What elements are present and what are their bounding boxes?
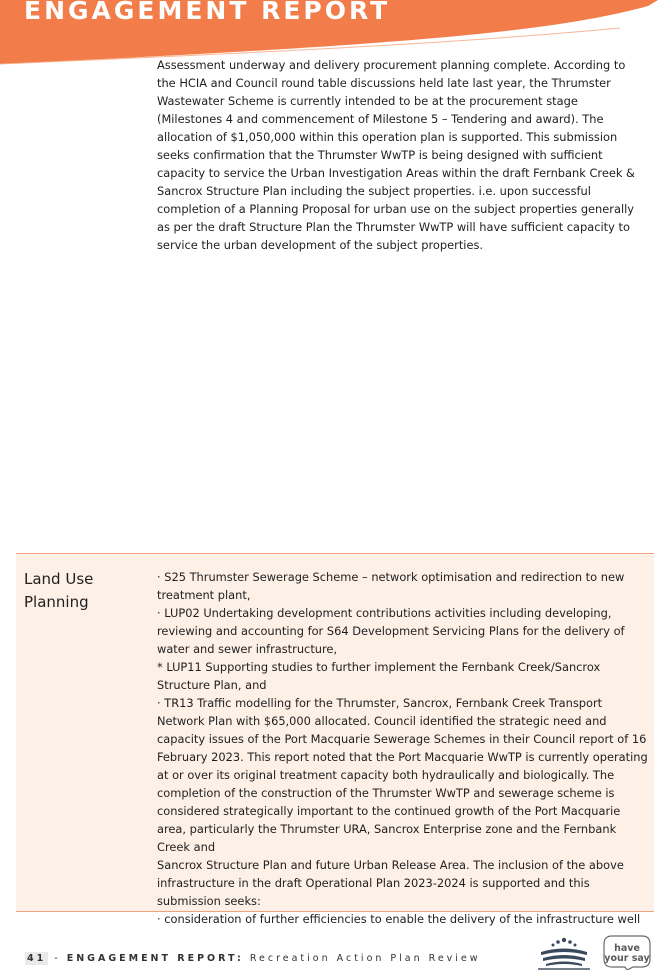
page-number: 41: [27, 953, 47, 964]
section-bottom-divider: [16, 911, 654, 912]
port-macquarie-council-logo-icon: [532, 935, 596, 970]
have-your-say-logo: [603, 935, 651, 970]
planning-line: · consideration of further efficiencies to enable the delivery of the infrastructure well: [157, 912, 641, 926]
planning-line: · LUP02 Undertaking development contributions activities including developing, reviewing and accounting for S64 Development Servicing Plans for the delivery of water and sewer infrastructure,: [157, 606, 625, 656]
planning-line: · S25 Thrumster Sewerage Scheme – network optimisation and redirection to new treatment plant,: [157, 570, 625, 602]
continuation-paragraph: Assessment underway and delivery procurement planning complete. According to the HCIA and Council round table discussions held late last year, the Thrumster Wastewater Scheme is currently intended to be at the procurement stage (Milestones 4 and commencement of Milestone 5 – Tendering and award). The allocation of $1,050,000 within this operation plan is supported. This submission seeks confirmation that the Thrumster WwTP is being designed with sufficient capacity to service the Urban Investigation Areas within the draft Fernbank Creek & Sancrox Structure Plan including the subject properties. i.e. upon successful completion of a Planning Proposal for urban use on the subject properties generally as per the draft Structure Plan the Thrumster WwTP will have sufficient capacity to service the urban development of the subject properties.: [157, 58, 635, 252]
land-use-planning-row: [16, 554, 654, 926]
land-use-planning-body: [157, 568, 649, 928]
planning-line: * LUP11 Supporting studies to further implement the Fernbank Creek/Sancrox Structure Plan, and: [157, 660, 601, 692]
have-your-say-line2: your say: [604, 953, 650, 964]
footer-subtitle: Recreation Action Plan Review: [249, 953, 481, 964]
planning-line: · TR13 Traffic modelling for the Thrumster, Sancrox, Fernbank Creek Transport Network Plan with $65,000 allocated. Council identified the strategic need and capacity issues of the Port Macquarie Sewerage Schemes in their Council report of 16 February 2023. This report noted that the Port Macquarie WwTP is currently operating at or over its original treatment capacity both hydraulically and biologically. The completion of the construction of the Thrumster WwTP and sewerage scheme is considered strategically important to the continued growth of the Port Macquarie area, particularly the Thrumster URA, Sancrox Enterprise zone and the Fernbank Creek and: [157, 696, 648, 854]
footer-separator: -: [54, 953, 61, 964]
page-header-title: ENGAGEMENT REPORT: [24, 0, 391, 25]
page-footer: [25, 953, 481, 964]
footer-report-label: ENGAGEMENT REPORT:: [66, 953, 244, 964]
planning-line: Sancrox Structure Plan and future Urban Release Area. The inclusion of the above infrastructure in the draft Operational Plan 2023-2024 is supported and this submission seeks:: [157, 858, 624, 908]
have-your-say-line1: have: [614, 943, 640, 954]
land-use-planning-label: Land Use Planning: [24, 570, 94, 611]
